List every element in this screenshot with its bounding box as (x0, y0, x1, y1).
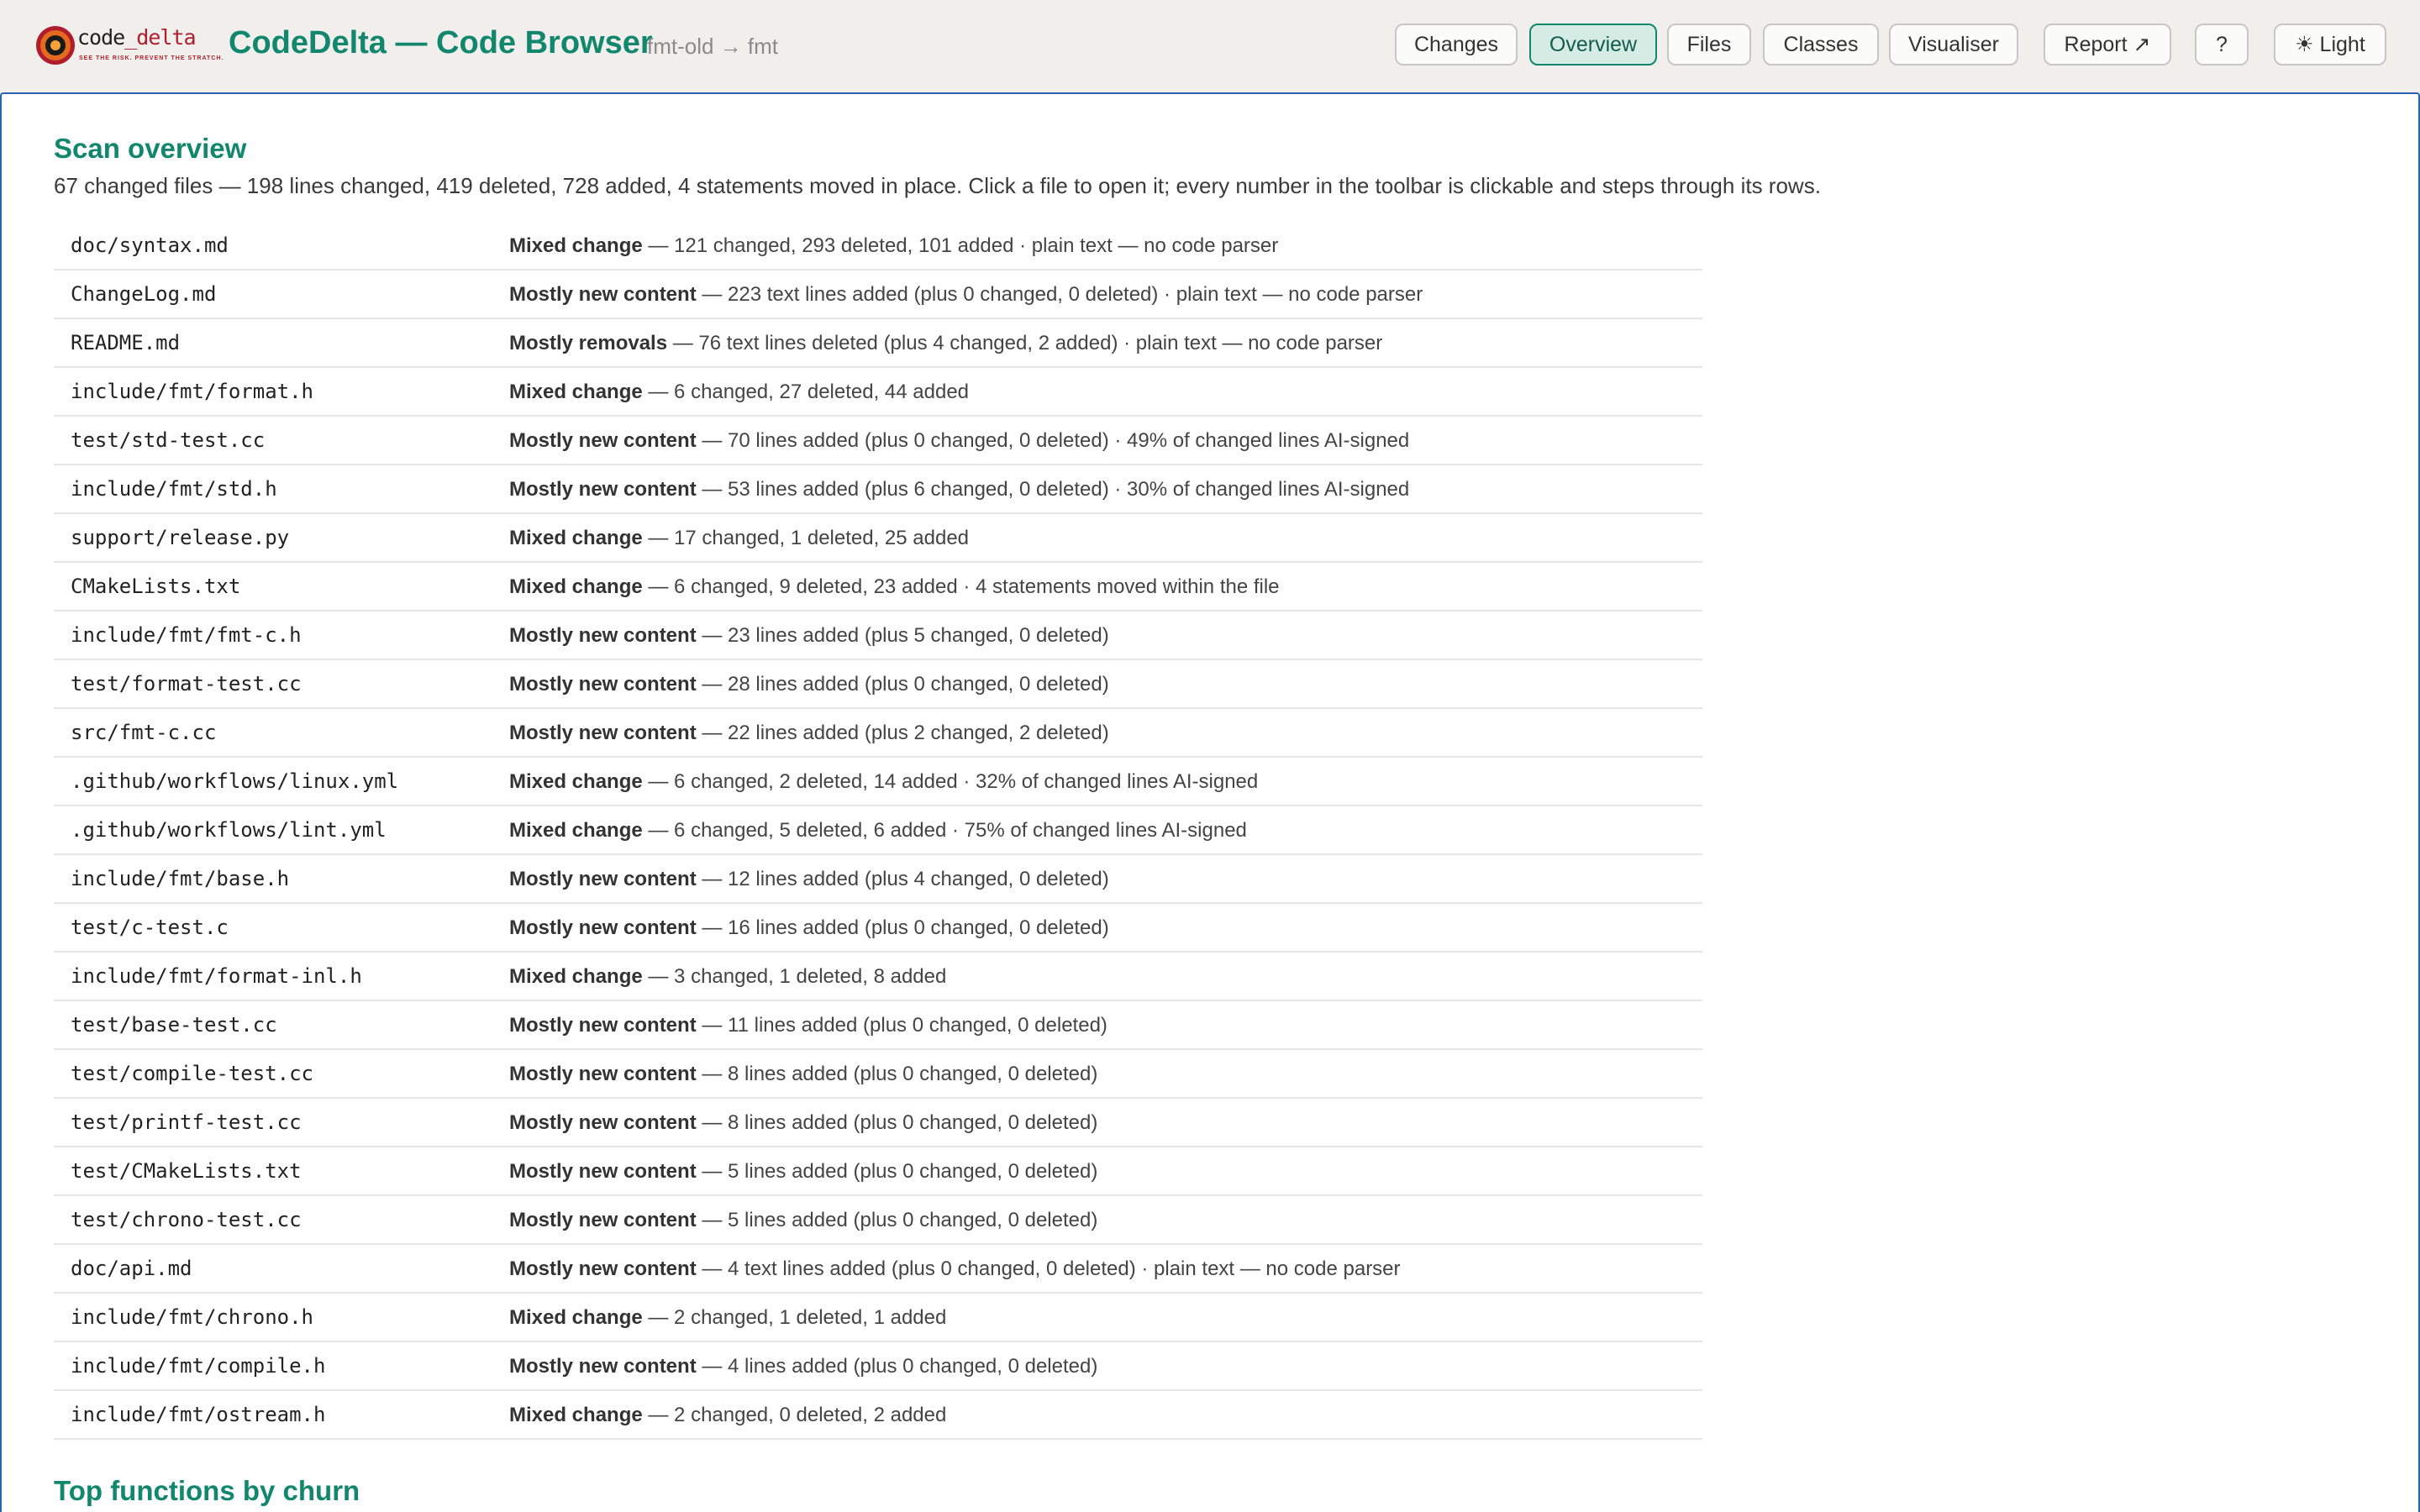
change-detail: — 70 lines added (plus 0 changed, 0 deleted) · 49% of changed lines AI-signed (696, 429, 1410, 452)
change-detail: — 17 changed, 1 deleted, 25 added (642, 527, 970, 549)
file-change-description (509, 722, 1109, 745)
change-kind: Mostly new content (509, 916, 697, 939)
change-kind: Mostly new content (509, 429, 697, 452)
file-path-link[interactable]: test/compile-test.cc (71, 1062, 313, 1085)
file-row[interactable] (54, 1391, 1702, 1440)
logo-wordmark-main: code (77, 25, 125, 50)
change-detail: — 2 changed, 0 deleted, 2 added (642, 1404, 947, 1426)
change-kind: Mixed change (509, 1404, 643, 1426)
app-title: CodeDelta — Code Browser (229, 25, 653, 60)
change-detail: — 22 lines added (plus 2 changed, 2 deleted) (696, 722, 1109, 744)
change-kind: Mostly new content (509, 1111, 697, 1134)
file-change-description (509, 1209, 1097, 1232)
file-change-description (509, 234, 1278, 258)
file-path-link[interactable]: test/std-test.cc (71, 428, 266, 452)
file-path-link[interactable]: CMakeLists.txt (71, 575, 241, 598)
change-kind: Mostly new content (509, 1160, 697, 1183)
change-detail: — 23 lines added (plus 5 changed, 0 deleted) (696, 624, 1109, 647)
file-change-description (509, 429, 1409, 453)
file-path-link[interactable]: include/fmt/format.h (71, 380, 313, 403)
file-row[interactable] (54, 1050, 1702, 1099)
file-row[interactable] (54, 514, 1702, 563)
change-detail: — 8 lines added (plus 0 changed, 0 deleted) (696, 1063, 1098, 1085)
file-change-description (509, 1355, 1097, 1378)
change-detail: — 6 changed, 9 deleted, 23 added · 4 statements moved within the file (642, 575, 1280, 598)
change-kind: Mostly removals (509, 332, 668, 354)
file-change-description (509, 1160, 1097, 1184)
file-change-description (509, 1014, 1107, 1037)
file-row[interactable] (54, 660, 1702, 709)
change-detail: — 76 text lines deleted (plus 4 changed, 2 added) · plain text — no code parser (667, 332, 1383, 354)
file-change-description (509, 1404, 946, 1427)
change-kind: Mostly new content (509, 673, 697, 696)
file-row[interactable] (54, 417, 1702, 465)
file-row[interactable] (54, 1001, 1702, 1050)
logo-tagline: SEE THE RISK. PREVENT THE STRATCH. (79, 55, 224, 61)
file-row[interactable] (54, 1147, 1702, 1196)
change-kind: Mostly new content (509, 1209, 697, 1231)
file-change-description (509, 527, 969, 550)
change-kind: Mixed change (509, 381, 643, 403)
tab-files[interactable]: Files (1667, 24, 1751, 66)
tab-classes[interactable]: Classes (1763, 24, 1879, 66)
file-change-description (509, 916, 1109, 940)
file-row[interactable] (54, 563, 1702, 612)
file-row[interactable] (54, 1196, 1702, 1245)
file-change-description (509, 478, 1409, 501)
file-row[interactable] (54, 222, 1702, 270)
change-kind: Mostly new content (509, 1014, 697, 1037)
scan-overview-title: Scan overview (54, 133, 247, 164)
file-path-link[interactable]: include/fmt/base.h (71, 867, 290, 890)
tab-changes[interactable]: Changes (1395, 24, 1518, 66)
file-change-description (509, 868, 1109, 891)
file-row[interactable] (54, 1342, 1702, 1391)
change-detail: — 121 changed, 293 deleted, 101 added · plain text — no code parser (642, 234, 1279, 257)
file-path-link[interactable]: include/fmt/compile.h (71, 1354, 326, 1378)
file-change-description (509, 673, 1109, 696)
change-kind: Mostly new content (509, 1063, 697, 1085)
report-button[interactable]: Report ↗ (2044, 24, 2171, 66)
change-detail: — 16 lines added (plus 0 changed, 0 deleted) (696, 916, 1109, 939)
change-detail: — 6 changed, 2 deleted, 14 added · 32% of changed lines AI-signed (642, 770, 1259, 793)
top-functions-title: Top functions by churn (54, 1475, 360, 1506)
file-row[interactable] (54, 368, 1702, 417)
file-change-description (509, 624, 1109, 648)
file-row[interactable] (54, 953, 1702, 1001)
change-kind: Mixed change (509, 234, 643, 257)
change-detail: — 28 lines added (plus 0 changed, 0 deleted) (696, 673, 1109, 696)
help-button[interactable]: ? (2195, 24, 2249, 66)
theme-toggle-button[interactable]: ☀ Light (2274, 24, 2386, 66)
file-change-description (509, 819, 1247, 843)
file-row[interactable] (54, 1099, 1702, 1147)
file-row[interactable] (54, 319, 1702, 368)
file-path-link[interactable]: test/CMakeLists.txt (71, 1159, 302, 1183)
file-row[interactable] (54, 1245, 1702, 1294)
file-path-link[interactable]: README.md (71, 331, 181, 354)
change-kind: Mostly new content (509, 722, 697, 744)
file-change-description (509, 770, 1258, 794)
file-row[interactable] (54, 709, 1702, 758)
file-row[interactable] (54, 806, 1702, 855)
file-change-description (509, 332, 1382, 355)
change-detail: — 8 lines added (plus 0 changed, 0 deleted) (696, 1111, 1098, 1134)
changed-files-list (54, 222, 1702, 1440)
change-detail: — 11 lines added (plus 0 changed, 0 deleted) (696, 1014, 1107, 1037)
top-bar (0, 0, 2420, 92)
file-change-description (509, 1111, 1097, 1135)
change-kind: Mixed change (509, 819, 643, 842)
change-detail: — 5 lines added (plus 0 changed, 0 deleted) (696, 1209, 1098, 1231)
logo-wordmark-accent: _delta (124, 25, 196, 50)
change-detail: — 12 lines added (plus 4 changed, 0 deleted) (696, 868, 1109, 890)
change-detail: — 6 changed, 27 deleted, 44 added (642, 381, 970, 403)
file-path-link[interactable]: doc/api.md (71, 1257, 192, 1280)
file-change-description (509, 1306, 946, 1330)
change-kind: Mostly new content (509, 868, 697, 890)
file-path-link[interactable]: .github/workflows/lint.yml (71, 818, 387, 842)
tab-overview[interactable]: Overview (1529, 24, 1657, 66)
overview-panel (0, 92, 2420, 1512)
change-detail: — 2 changed, 1 deleted, 1 added (642, 1306, 947, 1329)
file-row[interactable] (54, 855, 1702, 904)
change-detail: — 53 lines added (plus 6 changed, 0 deleted) · 30% of changed lines AI-signed (696, 478, 1410, 501)
change-kind: Mostly new content (509, 478, 697, 501)
file-change-description (509, 575, 1280, 599)
logo-wordmark (77, 25, 196, 50)
change-kind: Mostly new content (509, 624, 697, 647)
file-change-description (509, 1257, 1401, 1281)
file-row[interactable] (54, 612, 1702, 660)
delta-logo-icon (34, 24, 77, 67)
change-kind: Mixed change (509, 527, 643, 549)
change-kind: Mixed change (509, 965, 643, 988)
change-kind: Mostly new content (509, 1257, 697, 1280)
file-path-link[interactable]: .github/workflows/linux.yml (71, 769, 399, 793)
change-detail: — 4 lines added (plus 0 changed, 0 deleted) (696, 1355, 1098, 1378)
file-change-description (509, 381, 969, 404)
file-change-description (509, 283, 1423, 307)
file-path-link[interactable]: ChangeLog.md (71, 282, 217, 306)
change-kind: Mixed change (509, 1306, 643, 1329)
codedelta-logo[interactable] (34, 22, 224, 69)
file-path-link[interactable]: doc/syntax.md (71, 234, 229, 257)
file-row[interactable] (54, 758, 1702, 806)
file-path-link[interactable]: include/fmt/format-inl.h (71, 964, 362, 988)
file-path-link[interactable]: include/fmt/std.h (71, 477, 277, 501)
file-row[interactable] (54, 904, 1702, 953)
change-detail: — 4 text lines added (plus 0 changed, 0 deleted) · plain text — no code parser (696, 1257, 1401, 1280)
change-detail: — 5 lines added (plus 0 changed, 0 deleted) (696, 1160, 1098, 1183)
change-kind: Mostly new content (509, 283, 697, 306)
compare-label: fmt-old → fmt (647, 34, 779, 59)
file-path-link[interactable]: test/printf-test.cc (71, 1110, 302, 1134)
file-row[interactable] (54, 1294, 1702, 1342)
file-row[interactable] (54, 270, 1702, 319)
file-path-link[interactable]: test/chrono-test.cc (71, 1208, 302, 1231)
scan-summary: 67 changed files — 198 lines changed, 419 deleted, 728 added, 4 statements moved in place. Click a file to open it; every number in the toolbar is clickable and steps through its rows. (54, 173, 1821, 198)
file-row[interactable] (54, 465, 1702, 514)
file-path-link[interactable]: include/fmt/ostream.h (71, 1403, 326, 1426)
file-change-description (509, 1063, 1097, 1086)
file-path-link[interactable]: test/base-test.cc (71, 1013, 277, 1037)
change-kind: Mostly new content (509, 1355, 697, 1378)
change-kind: Mixed change (509, 770, 643, 793)
change-detail: — 3 changed, 1 deleted, 8 added (642, 965, 947, 988)
file-path-link[interactable]: support/release.py (71, 526, 290, 549)
file-path-link[interactable]: include/fmt/chrono.h (71, 1305, 313, 1329)
change-detail: — 6 changed, 5 deleted, 6 added · 75% of changed lines AI-signed (642, 819, 1247, 842)
file-path-link[interactable]: test/format-test.cc (71, 672, 302, 696)
change-detail: — 223 text lines added (plus 0 changed, 0 deleted) · plain text — no code parser (696, 283, 1423, 306)
tab-visualiser[interactable]: Visualiser (1889, 24, 2018, 66)
change-kind: Mixed change (509, 575, 643, 598)
file-change-description (509, 965, 946, 989)
file-path-link[interactable]: src/fmt-c.cc (71, 721, 217, 744)
file-path-link[interactable]: include/fmt/fmt-c.h (71, 623, 302, 647)
file-path-link[interactable]: test/c-test.c (71, 916, 229, 939)
